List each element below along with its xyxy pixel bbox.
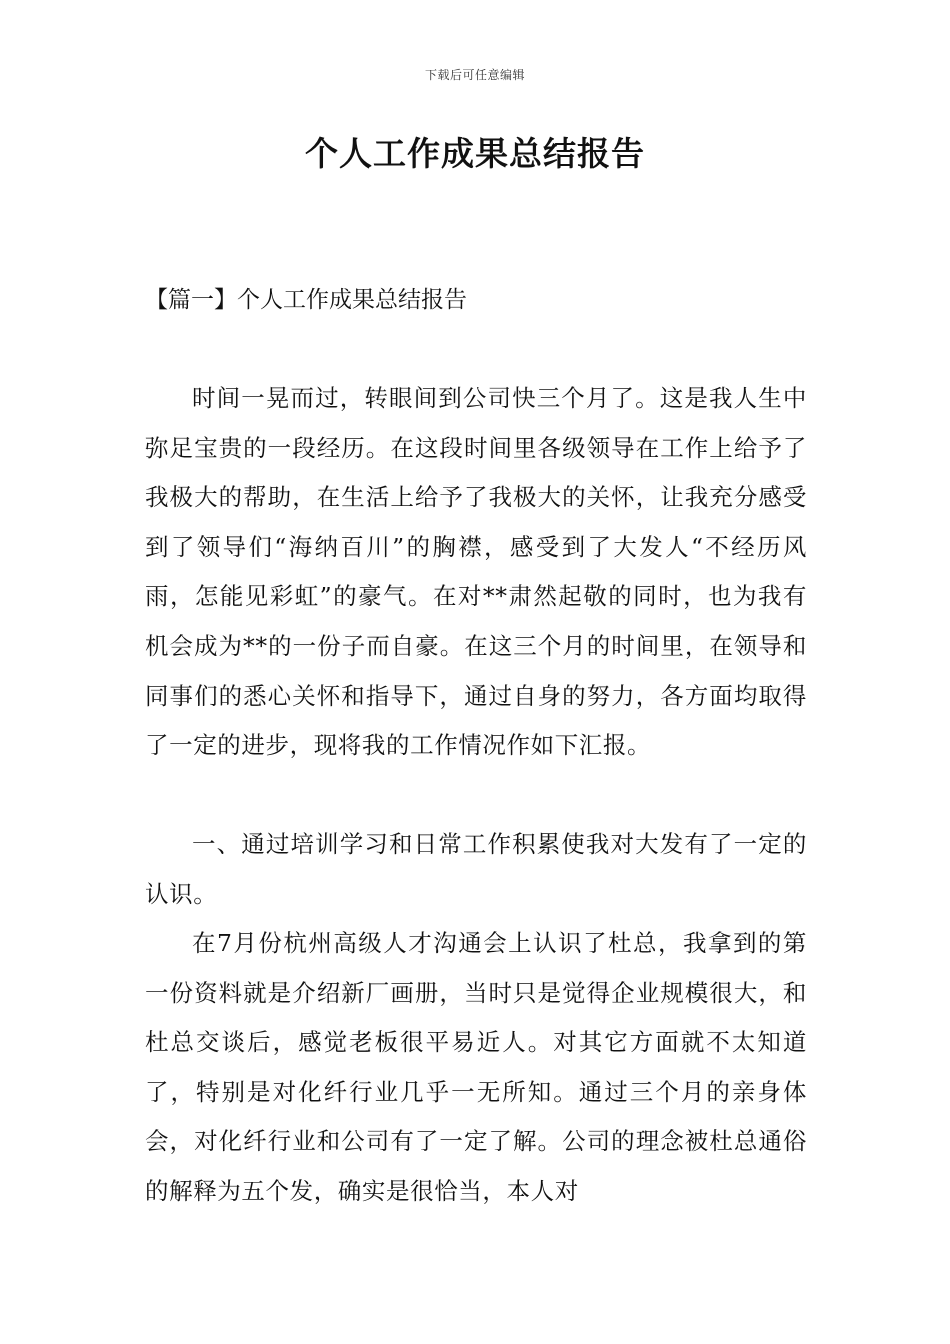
paragraph-intro: 时间一晃而过，转眼间到公司快三个月了。这是我人生中弥足宝贵的一段经历。在这段时间里各级领导在工作上给予了我极大的帮助，在生活上给予了我极大的关怀，让我充分感受到了领导们“海纳百川”的胸襟，感受到了大发人“不经历风雨，怎能见彩虹”的豪气。在对**肃然起敬的同时，也为我有机会成为**的一份子而自豪。在这三个月的时间里，在领导和同事们的悉心关怀和指导下，通过自身的努力，各方面均取得了一定的进步，现将我的工作情况作如下汇报。 [145,384,807,760]
document-title: 个人工作成果总结报告 [305,134,645,173]
paragraph-hangzhou: 在7月份杭州高级人才沟通会上认识了杜总，我拿到的第一份资料就是介绍新厂画册，当时只是觉得企业规模很大，和杜总交谈后，感觉老板很平易近人。对其它方面就不太知道了，特别是对化纤行业几乎一无所知。通过三个月的亲身体会，对化纤行业和公司有了一定了解。公司的理念被杜总通俗的解释为五个发，确实是很恰当，本人对 [145,929,807,1205]
paragraph-point-one: 一、通过培训学习和日常工作积累使我对大发有了一定的认识。 [145,830,807,908]
section-heading: 【篇一】个人工作成果总结报告 [145,287,467,313]
header-note: 下载后可任意编辑 [424,68,525,82]
